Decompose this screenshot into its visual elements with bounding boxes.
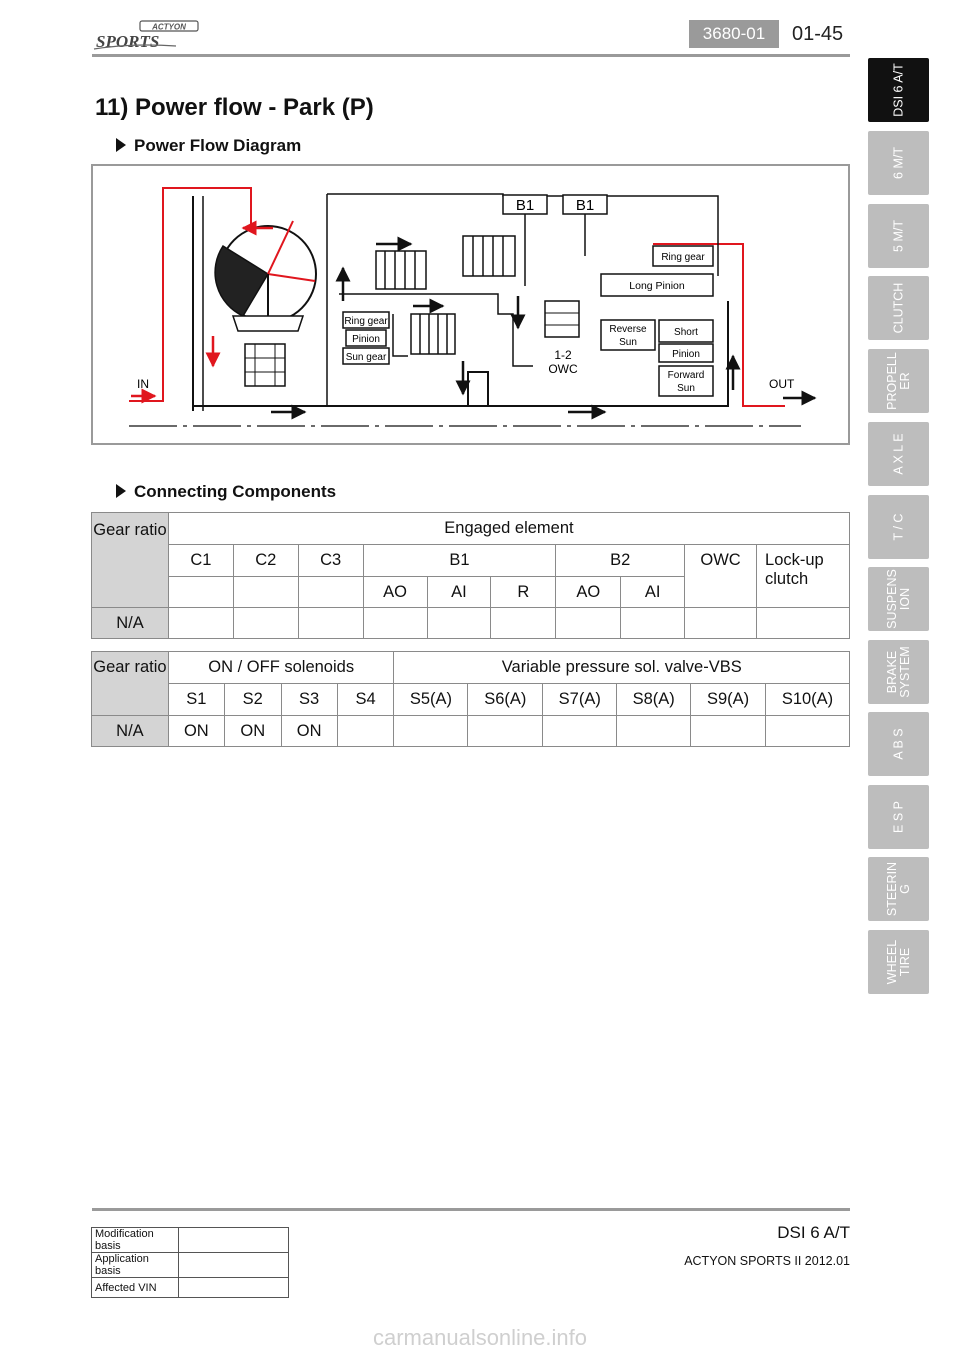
ring-gear-left-label: Ring gear — [344, 316, 388, 327]
col-b1-ai: AI — [427, 577, 491, 608]
cell — [556, 608, 621, 639]
col-s5: S5(A) — [394, 684, 468, 716]
document-code: 3680-01 — [689, 20, 779, 48]
tab-6mt[interactable] — [868, 131, 929, 195]
power-flow-diagram — [91, 164, 850, 445]
table-row — [92, 1228, 289, 1253]
b1-left-label: B1 — [515, 197, 535, 214]
short-label: Short — [674, 327, 698, 338]
mod-value — [179, 1253, 289, 1278]
tab-label: T / C — [891, 513, 905, 541]
col-s4: S4 — [337, 684, 394, 716]
table-row — [92, 1253, 289, 1278]
col-b1: B1 — [363, 545, 556, 577]
tab-label: STEERIN G — [884, 861, 912, 917]
cell — [168, 608, 233, 639]
col-s10: S10(A) — [766, 684, 850, 716]
cell — [427, 608, 491, 639]
b1-right-label: B1 — [575, 197, 595, 214]
col-lockup-clutch: Lock-up clutch — [757, 545, 850, 608]
table-row — [92, 608, 850, 639]
tab-label: BRAKE SYSTEM — [884, 646, 912, 698]
tab-abs[interactable] — [868, 712, 929, 776]
power-flow-svg — [93, 166, 848, 443]
mod-label: Affected VIN — [92, 1278, 179, 1298]
svg-text:SPORTS: SPORTS — [96, 32, 160, 51]
col-b2-ai: AI — [621, 577, 685, 608]
page-number: 01-45 — [792, 23, 844, 45]
mod-label: Modification basis — [92, 1228, 179, 1253]
footer-subtitle: ACTYON SPORTS II 2012.01 — [684, 1254, 850, 1268]
out-label: OUT — [769, 377, 795, 391]
tab-label: 6 M/T — [891, 147, 905, 179]
owc-label-1: 1-2 — [554, 348, 572, 362]
components-heading — [116, 482, 336, 502]
ring-gear-right-label: Ring gear — [661, 252, 705, 263]
mod-value — [179, 1228, 289, 1253]
tab-label: CLUTCH — [891, 282, 905, 334]
tab-label: A B S — [891, 728, 905, 760]
tab-label: PROPELL ER — [884, 352, 912, 410]
row-label: N/A — [92, 716, 169, 747]
triangle-bullet-icon — [116, 138, 126, 152]
col-s8: S8(A) — [617, 684, 691, 716]
forward-sun-label: Sun — [677, 383, 695, 394]
sun-gear-left-label: Sun gear — [345, 352, 387, 363]
owc-label-2: OWC — [548, 362, 578, 376]
section-title: 11) Power flow - Park (P) — [95, 94, 374, 121]
cell — [691, 716, 766, 747]
col-b2-ao: AO — [556, 577, 621, 608]
col-s1: S1 — [168, 684, 224, 716]
cell — [468, 716, 543, 747]
tab-label: DSI 6 A/T — [891, 63, 905, 117]
cell — [543, 716, 617, 747]
cell: ON — [281, 716, 337, 747]
vbs-header: Variable pressure sol. valve-VBS — [394, 652, 850, 684]
cell — [168, 577, 233, 608]
diagram-heading-text: Power Flow Diagram — [134, 136, 302, 155]
footer-model: DSI 6 A/T — [777, 1223, 850, 1242]
tab-axle[interactable] — [868, 422, 929, 486]
in-label: IN — [137, 377, 149, 391]
cell — [617, 716, 691, 747]
cell — [685, 608, 757, 639]
tab-brake-system[interactable] — [868, 640, 929, 704]
tab-esp[interactable] — [868, 785, 929, 849]
long-pinion-label: Long Pinion — [629, 280, 685, 292]
cell — [298, 577, 363, 608]
svg-text:ACTYON: ACTYON — [152, 22, 186, 32]
tab-propeller[interactable] — [868, 349, 929, 413]
cell — [337, 716, 394, 747]
table-row — [92, 1278, 289, 1298]
cell — [491, 608, 556, 639]
header-divider — [92, 54, 850, 57]
row-label: N/A — [92, 608, 169, 639]
engaged-element-table — [91, 512, 850, 639]
pinion-right-label: Pinion — [672, 349, 700, 360]
col-s3: S3 — [281, 684, 337, 716]
tab-label: WHEEL TIRE — [884, 939, 912, 985]
tab-dsi-6at[interactable] — [868, 58, 929, 122]
forward-label: Forward — [667, 370, 705, 381]
tab-label: E S P — [891, 801, 905, 833]
cell — [394, 716, 468, 747]
cell — [233, 608, 298, 639]
gear-ratio-header: Gear ratio — [92, 652, 169, 716]
cell — [766, 716, 850, 747]
onoff-solenoids-header: ON / OFF solenoids — [168, 652, 394, 684]
mod-label: Application basis — [92, 1253, 179, 1278]
col-b1-ao: AO — [363, 577, 427, 608]
diagram-heading — [116, 136, 301, 156]
col-c2: C2 — [233, 545, 298, 577]
tab-tc[interactable] — [868, 495, 929, 559]
tab-label: 5 M/T — [891, 220, 905, 252]
col-b1-r: R — [491, 577, 556, 608]
col-b2: B2 — [556, 545, 685, 577]
pinion-left-label: Pinion — [352, 334, 380, 345]
actyon-sports-logo — [92, 18, 210, 52]
col-c1: C1 — [168, 545, 233, 577]
col-c3: C3 — [298, 545, 363, 577]
components-heading-text: Connecting Components — [134, 482, 337, 501]
tab-label: SUSPENS ION — [884, 569, 912, 629]
solenoid-table — [91, 651, 850, 747]
tab-suspension[interactable] — [868, 567, 929, 631]
col-owc: OWC — [685, 545, 757, 608]
col-s9: S9(A) — [691, 684, 766, 716]
gear-ratio-header: Gear ratio — [92, 513, 169, 608]
cell — [233, 577, 298, 608]
modification-table — [91, 1227, 289, 1298]
cell — [757, 608, 850, 639]
reverse-label: Reverse — [609, 324, 647, 335]
tab-label: A X L E — [891, 433, 905, 475]
footer-divider — [92, 1208, 850, 1211]
tab-clutch[interactable] — [868, 276, 929, 340]
triangle-bullet-icon — [116, 484, 126, 498]
col-s2: S2 — [224, 684, 281, 716]
table-row — [92, 716, 850, 747]
cell: ON — [224, 716, 281, 747]
tab-wheel-tire[interactable] — [868, 930, 929, 994]
tab-5mt[interactable] — [868, 204, 929, 268]
cell: ON — [168, 716, 224, 747]
reverse-sun-label: Sun — [619, 337, 637, 348]
engaged-element-header: Engaged element — [168, 513, 849, 545]
cell — [363, 608, 427, 639]
col-s7: S7(A) — [543, 684, 617, 716]
cell — [621, 608, 685, 639]
cell — [298, 608, 363, 639]
mod-value — [179, 1278, 289, 1298]
watermark: carmanualsonline.info — [372, 1325, 588, 1350]
col-s6: S6(A) — [468, 684, 543, 716]
tab-steering[interactable] — [868, 857, 929, 921]
